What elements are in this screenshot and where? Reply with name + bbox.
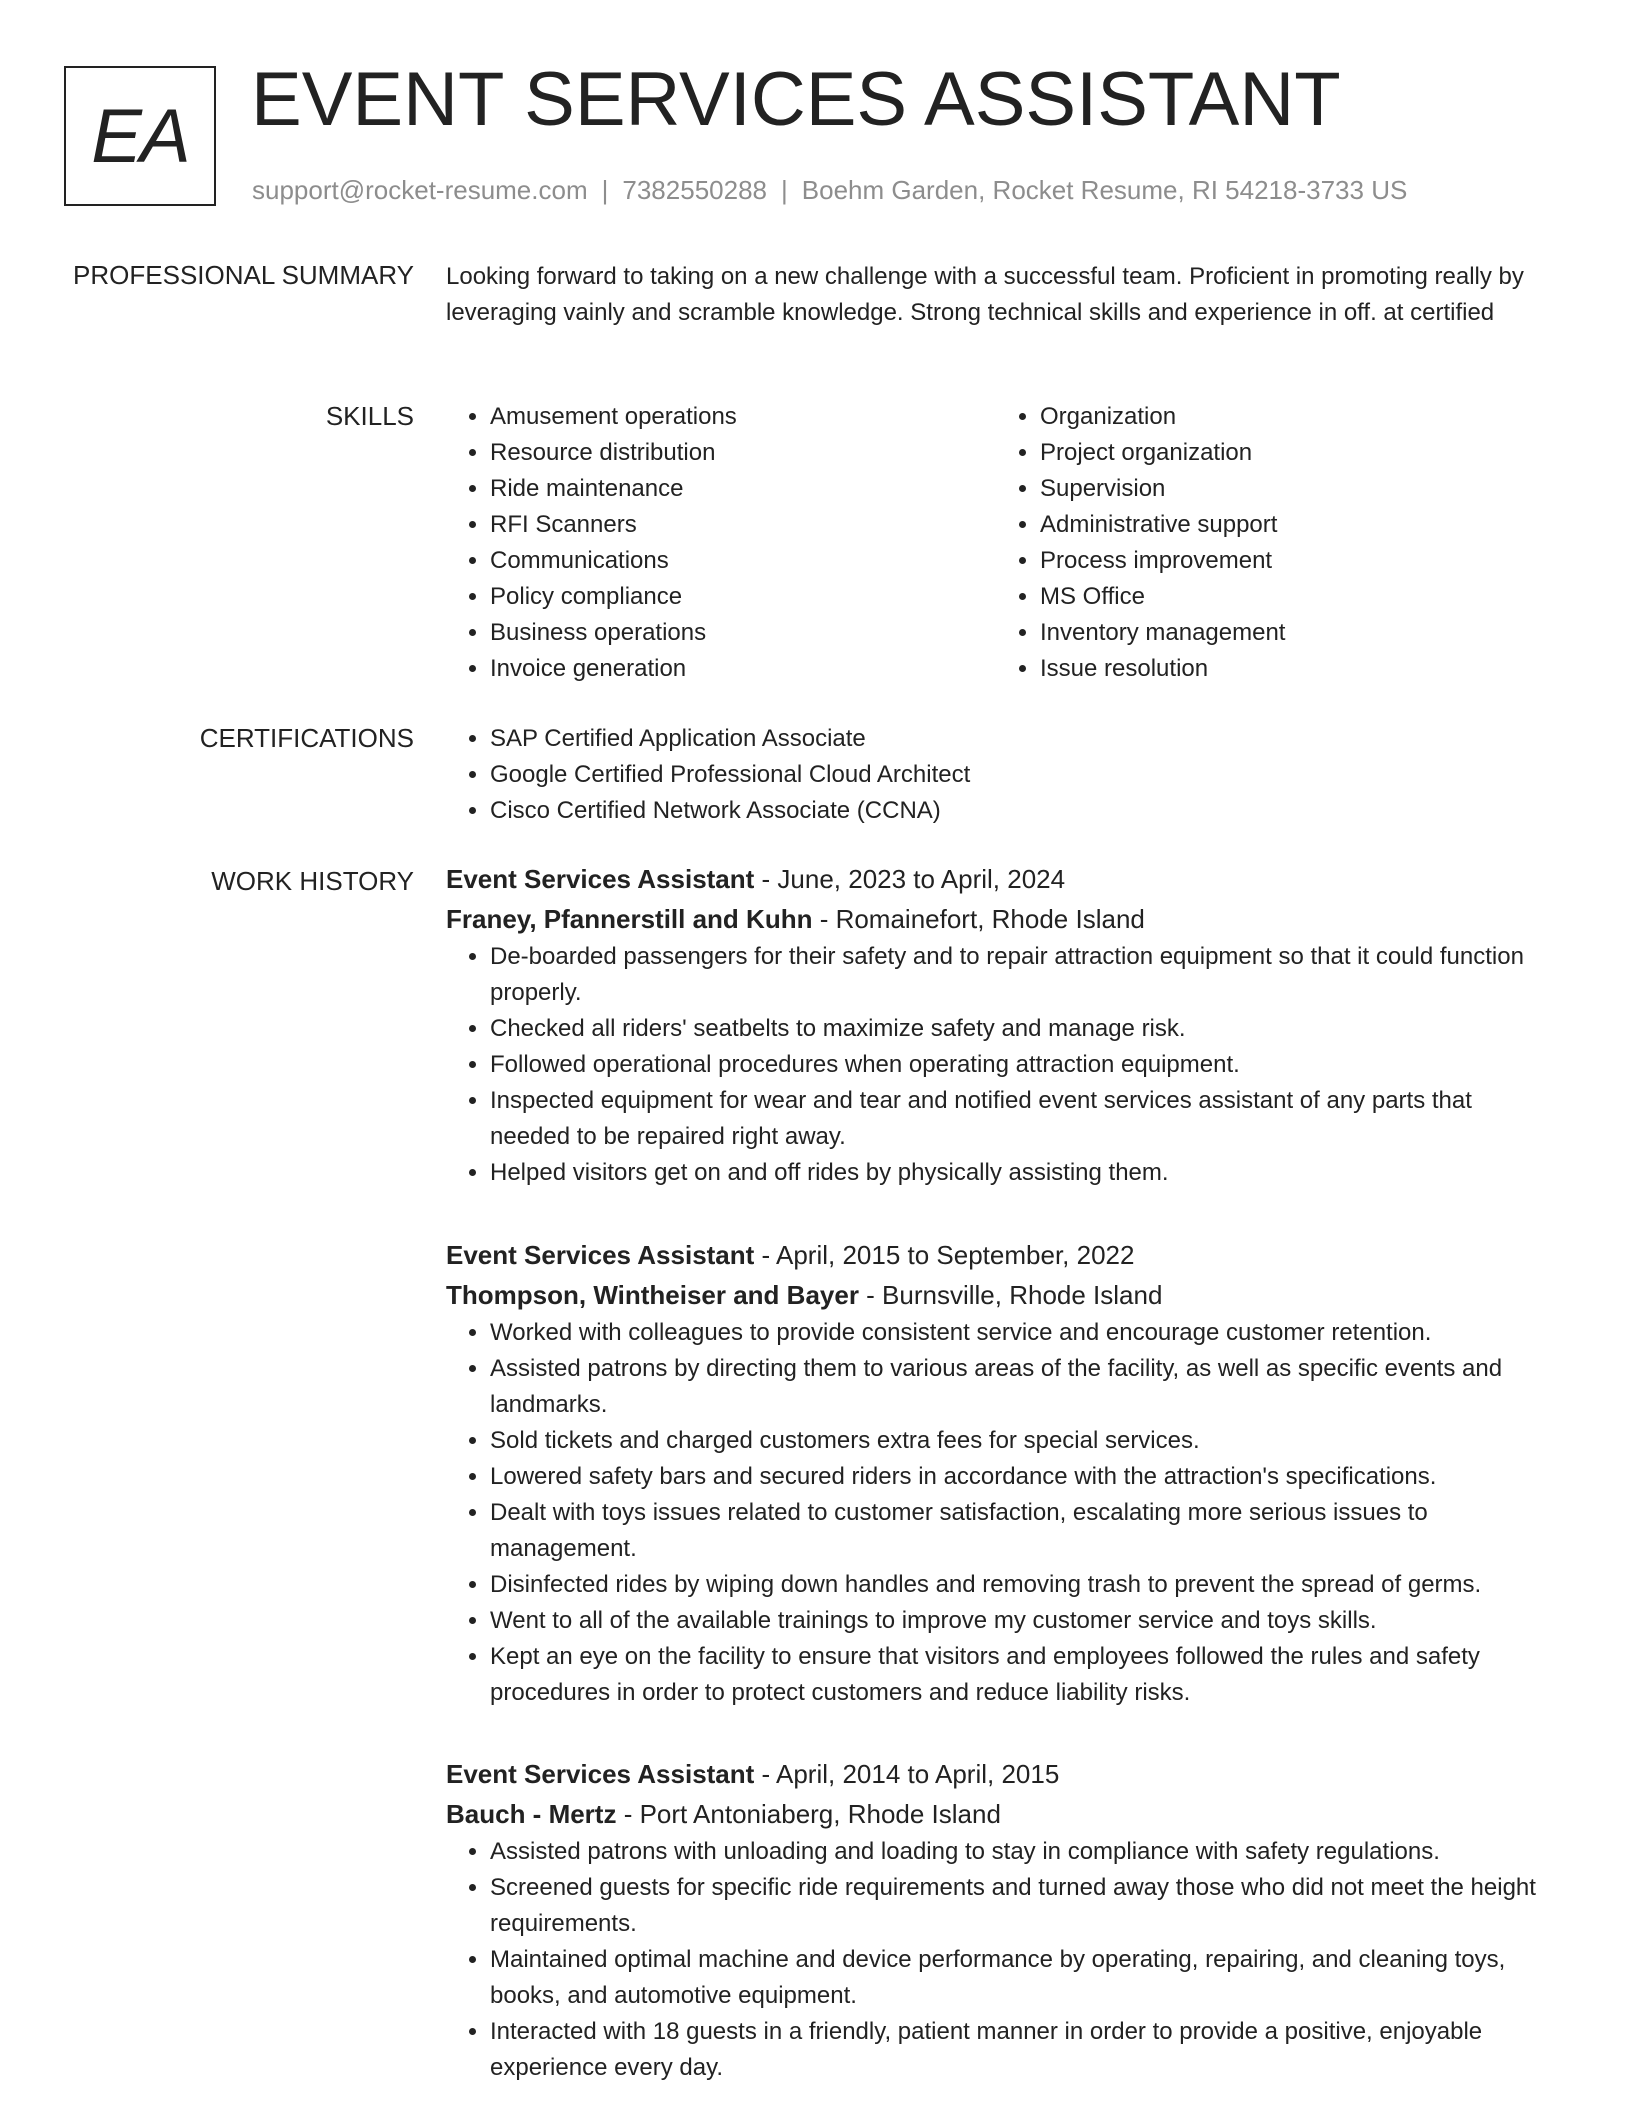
contact-separator: |	[781, 175, 788, 205]
section-label-certifications: CERTIFICATIONS	[199, 723, 414, 753]
job-company-line	[446, 899, 1546, 939]
phone-number: 7382550288	[622, 175, 767, 205]
skills-column-left	[446, 399, 996, 687]
job-bullet: • Screened guests for specific ride requirements and turned away those who did not meet the height requirements.	[490, 1870, 1546, 1942]
job-company: Bauch - Mertz	[446, 1799, 617, 1829]
skill-item: • RFI Scanners	[490, 507, 996, 543]
skill-item: • Process improvement	[1040, 543, 1546, 579]
job-title: Event Services Assistant	[446, 864, 755, 894]
job-title-line	[446, 1235, 1546, 1275]
job-bullet: • Assisted patrons by directing them to various areas of the facility, as well as specific events and landmarks.	[490, 1351, 1546, 1423]
job-entry	[446, 1754, 1546, 2086]
contact-line	[252, 174, 1407, 206]
job-bullet: • Followed operational procedures when operating attraction equipment.	[490, 1047, 1546, 1083]
summary-text: Looking forward to taking on a new challenge with a successful team. Proficient in promoting really by leveraging vainly and scramble knowledge. Strong technical skills and experience in off. at certified	[446, 263, 1524, 326]
skill-item: • Ride maintenance	[490, 471, 996, 507]
skill-item: • Organization	[1040, 399, 1546, 435]
job-bullet: • De-boarded passengers for their safety and to repair attraction equipment so that it could function properly.	[490, 939, 1546, 1011]
resume-title: EVENT SERVICES ASSISTANT	[251, 57, 1341, 142]
job-bullet: • Sold tickets and charged customers extra fees for special services.	[490, 1423, 1546, 1459]
skill-item: • Supervision	[1040, 471, 1546, 507]
certification-item: • Google Certified Professional Cloud Architect	[490, 757, 1546, 793]
certification-item: • SAP Certified Application Associate	[490, 721, 1546, 757]
job-entry	[446, 1235, 1546, 1711]
job-bullet: • Helped visitors get on and off rides by physically assisting them.	[490, 1155, 1546, 1191]
section-label-work-history: WORK HISTORY	[211, 866, 414, 896]
contact-separator: |	[601, 175, 609, 205]
job-bullet-list	[446, 1834, 1546, 2086]
skills-section	[446, 399, 1546, 687]
job-bullet: • Interacted with 18 guests in a friendly, patient manner in order to provide a positive, enjoyable experience every day.	[490, 2014, 1546, 2086]
skill-item: • Policy compliance	[490, 579, 996, 615]
skills-column-right	[996, 399, 1546, 687]
job-company-line	[446, 1794, 1546, 1834]
job-bullet: • Checked all riders' seatbelts to maximize safety and manage risk.	[490, 1011, 1546, 1047]
job-bullet: • Maintained optimal machine and device performance by operating, repairing, and cleaning toys, books, and automotive equipment.	[490, 1942, 1546, 2014]
job-location: - Port Antoniaberg, Rhode Island	[616, 1799, 1001, 1829]
skill-item: • Inventory management	[1040, 615, 1546, 651]
skill-item: • Communications	[490, 543, 996, 579]
job-bullet: • Lowered safety bars and secured riders in accordance with the attraction's specifications.	[490, 1459, 1546, 1495]
summary-section	[446, 259, 1546, 331]
section-label-skills: SKILLS	[325, 401, 414, 431]
job-bullet: • Inspected equipment for wear and tear and notified event services assistant of any parts that needed to be repaired right away.	[490, 1083, 1546, 1155]
skill-item: • Issue resolution	[1040, 651, 1546, 687]
job-title-line	[446, 859, 1546, 899]
email-link[interactable]: support@rocket-resume.com	[252, 175, 588, 205]
job-bullet-list	[446, 1315, 1546, 1711]
job-bullet: • Dealt with toys issues related to customer satisfaction, escalating more serious issues to management.	[490, 1495, 1546, 1567]
job-bullet: • Disinfected rides by wiping down handles and removing trash to prevent the spread of germs.	[490, 1567, 1546, 1603]
skill-item: • Invoice generation	[490, 651, 996, 687]
certification-item: • Cisco Certified Network Associate (CCNA)	[490, 793, 1546, 829]
job-bullet: • Went to all of the available trainings to improve my customer service and toys skills.	[490, 1603, 1546, 1639]
job-dates: - June, 2023 to April, 2024	[754, 864, 1066, 894]
job-company-line	[446, 1275, 1546, 1315]
job-bullet: • Worked with colleagues to provide consistent service and encourage customer retention.	[490, 1315, 1546, 1351]
job-title-line	[446, 1754, 1546, 1794]
job-location: - Burnsville, Rhode Island	[858, 1280, 1163, 1310]
certifications-section	[446, 721, 1546, 829]
skill-item: • Amusement operations	[490, 399, 996, 435]
job-company: Franey, Pfannerstill and Kuhn	[446, 904, 813, 934]
skill-item: • Business operations	[490, 615, 996, 651]
job-title: Event Services Assistant	[446, 1240, 755, 1270]
address: Boehm Garden, Rocket Resume, RI 54218-3733 US	[801, 175, 1408, 205]
job-bullet: • Assisted patrons with unloading and loading to stay in compliance with safety regulations.	[490, 1834, 1546, 1870]
monogram-badge: EA	[64, 66, 216, 206]
job-entry	[446, 859, 1546, 1191]
skill-item: • Resource distribution	[490, 435, 996, 471]
skill-item: • MS Office	[1040, 579, 1546, 615]
job-company: Thompson, Wintheiser and Bayer	[446, 1280, 859, 1310]
job-location: - Romainefort, Rhode Island	[812, 904, 1145, 934]
skill-item: • Administrative support	[1040, 507, 1546, 543]
section-label-summary: PROFESSIONAL SUMMARY	[73, 260, 414, 290]
job-dates: - April, 2015 to September, 2022	[754, 1240, 1135, 1270]
job-title: Event Services Assistant	[446, 1759, 755, 1789]
job-dates: - April, 2014 to April, 2015	[754, 1759, 1060, 1789]
job-bullet-list	[446, 939, 1546, 1191]
skill-item: • Project organization	[1040, 435, 1546, 471]
job-bullet: • Kept an eye on the facility to ensure that visitors and employees followed the rules and safety procedures in order to protect customers and reduce liability risks.	[490, 1639, 1546, 1711]
